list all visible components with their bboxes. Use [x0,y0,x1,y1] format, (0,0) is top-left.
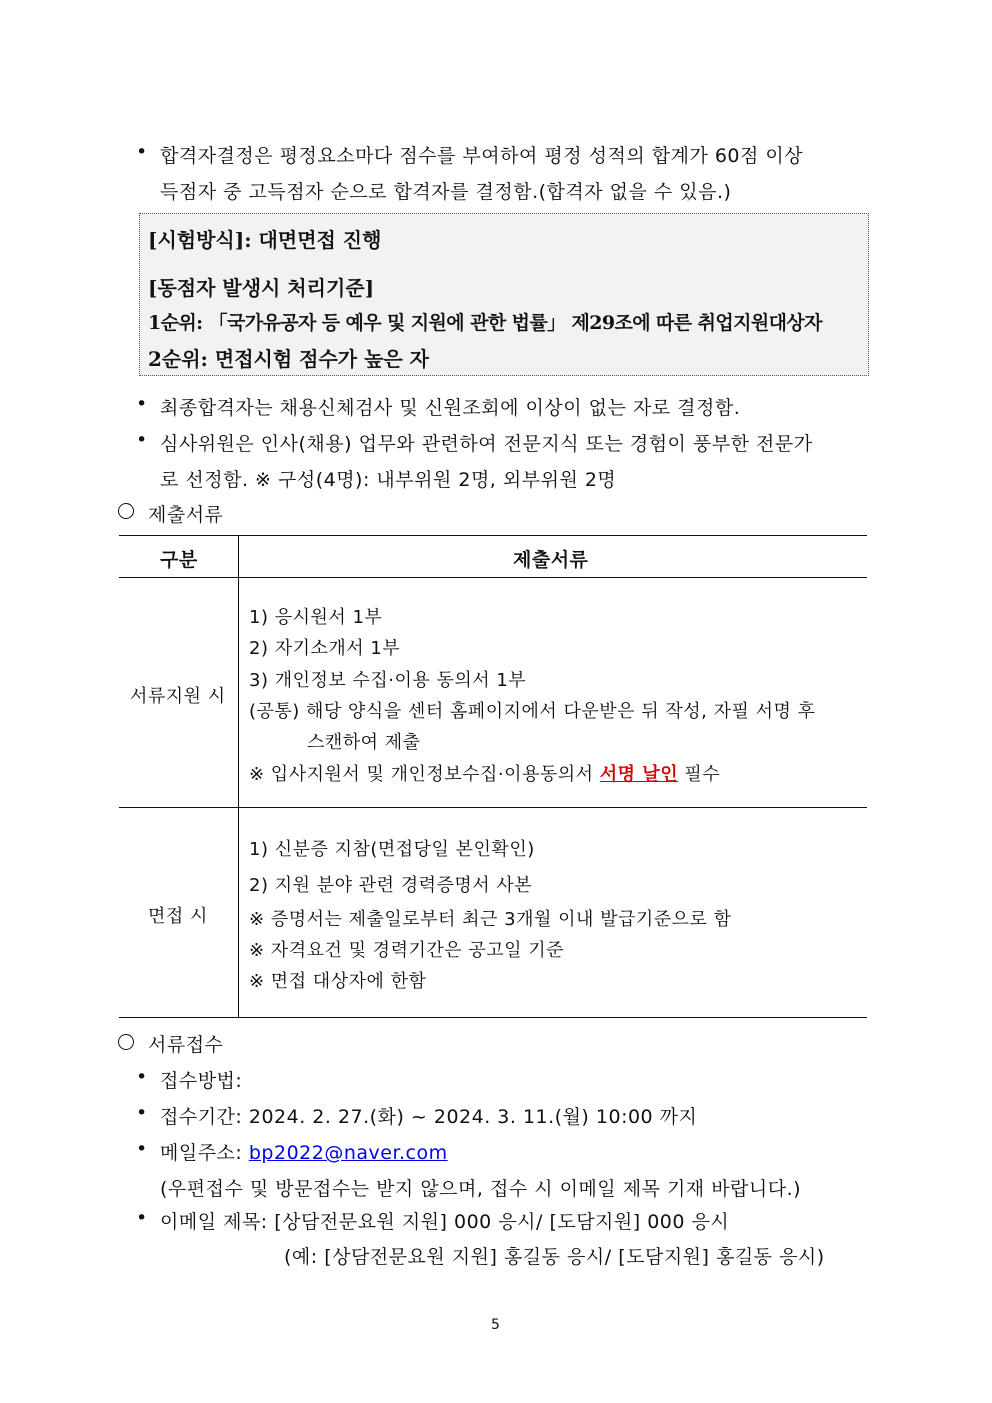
section-title-receipt: 서류접수 [148,1034,224,1056]
row-category-document-application: 서류지원 시 [130,686,226,707]
bullet-dot-icon: • [136,1207,148,1229]
table-bottom-border [119,1017,867,1018]
list-item: (공통) 해당 양식을 센터 홈페이지에서 다운받은 뒤 작성, 자필 서명 후 [249,701,816,722]
signature-highlight: 서명 날인 [599,764,679,785]
table-column-divider [238,535,239,1017]
table-row-divider [119,807,867,808]
list-item: 2) 자기소개서 1부 [249,638,401,659]
receipt-period: 접수기간: 2024. 2. 27.(화) ~ 2024. 3. 11.(월) 10:00 까지 [160,1106,698,1128]
row-category-interview: 면접 시 [148,906,208,927]
exam-method-box [139,213,869,376]
email-label: 메일주소: [160,1142,249,1164]
email-subject-example: (예: [상담전문요원 지원] 홍길동 응시/ [도담지원] 홍길동 응시) [284,1246,825,1268]
list-item: ※ 면접 대상자에 한함 [249,971,427,992]
receipt-method: 접수방법: [160,1070,243,1092]
list-item: 스캔하여 제출 [307,732,421,753]
email-link[interactable]: bp2022@naver.com [248,1142,448,1164]
decision-text-line2: 득점자 중 고득점자 순으로 합격자를 결정함.(합격자 없을 수 있음.) [160,181,732,203]
hollow-circle-icon [118,503,134,519]
section-title-documents: 제출서류 [148,504,224,526]
table-header-documents: 제출서류 [513,549,589,571]
bullet-dot-icon: • [136,1138,148,1160]
list-item: 2) 지원 분야 관련 경력증명서 사본 [249,875,533,896]
tie-rule-second: 2순위: 면접시험 점수가 높은 자 [148,347,429,371]
signature-note-prefix: ※ 입사지원서 및 개인정보수집·이용동의서 [249,764,600,785]
committee-text-line2: 로 선정함. ※ 구성(4명): 내부위원 2명, 외부위원 2명 [160,469,617,491]
table-header-border [119,577,867,578]
list-item: ※ 자격요건 및 경력기간은 공고일 기준 [249,940,565,961]
bullet-dot-icon: • [136,429,148,451]
receipt-email-row [160,1138,448,1165]
email-subject: 이메일 제목: [상담전문요원 지원] 000 응시/ [도담지원] 000 응시 [160,1211,730,1233]
exam-method-line: [시험방식]: 대면면접 진행 [148,228,382,252]
page-number: 5 [491,1317,501,1333]
bullet-dot-icon: • [136,1102,148,1124]
bullet-dot-icon: • [136,141,148,163]
tie-rule-first: 1순위: 「국가유공자 등 예우 및 지원에 관한 법률」 제29조에 따른 취업지원대상자 [148,312,822,334]
email-note: (우편접수 및 방문접수는 받지 않으며, 접수 시 이메일 제목 기재 바랍니다.) [160,1178,802,1200]
list-item: 1) 응시원서 1부 [249,607,383,628]
bullet-dot-icon: • [136,393,148,415]
bullet-dot-icon: • [136,1066,148,1088]
table-top-border [119,535,867,536]
hollow-circle-icon [118,1034,134,1050]
list-item: 3) 개인정보 수집·이용 동의서 1부 [249,670,527,691]
committee-text-line1: 심사위원은 인사(채용) 업무와 관련하여 전문지식 또는 경험이 풍부한 전문가 [160,433,813,455]
decision-text-line1: 합격자결정은 평정요소마다 점수를 부여하여 평정 성적의 합계가 60점 이상 [160,145,804,167]
table-header-category: 구분 [160,549,198,571]
signature-note-suffix: 필수 [678,764,721,785]
signature-note [249,760,720,786]
list-item: ※ 증명서는 제출일로부터 최근 3개월 이내 발급기준으로 함 [249,909,732,930]
tie-rule-title: [동점자 발생시 처리기준] [148,276,375,300]
final-decision-text: 최종합격자는 채용신체검사 및 신원조회에 이상이 없는 자로 결정함. [160,397,741,419]
list-item: 1) 신분증 지참(면접당일 본인확인) [249,839,535,860]
